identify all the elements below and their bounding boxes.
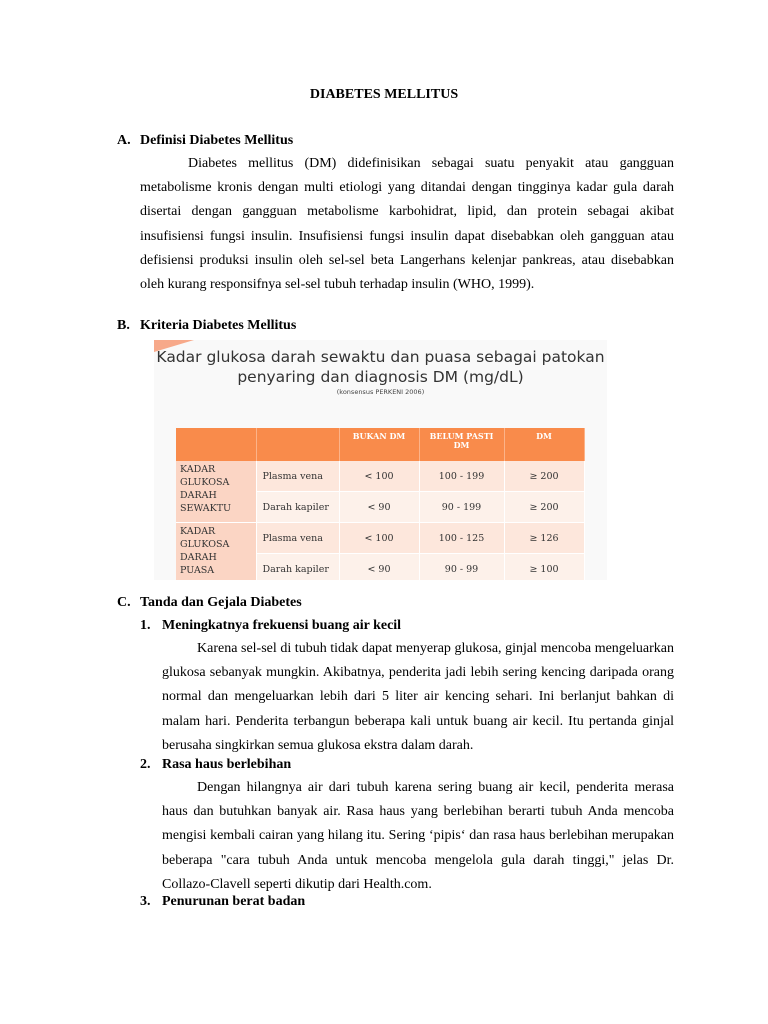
symptom-1-text: Karena sel-sel di tubuh tidak dapat menyerap glukosa, ginjal mencoba mengeluarkan glukosa sebanyak mungkin. Akibatnya, penderita jadi lebih sering kencing daripada orang normal dan mengeluarkan lebih dari 5 liter air kencing sehari. Ini berlanjut bahkan di malam hari. Penderita terbangun beberapa kali untuk buang air kecil. Itu pertanda ginjal berusaha singkirkan semua glukosa ekstra dalam darah. — [162, 641, 674, 753]
criteria-title-line-1: Kadar glukosa darah sewaktu dan puasa sebagai patokan — [156, 348, 605, 366]
symptom-3-title: Penurunan berat badan — [162, 894, 306, 909]
symptom-3-number: 3. — [140, 894, 151, 909]
symptom-1-heading — [140, 618, 401, 634]
header-belum-pasti-dm: BELUM PASTI DM — [419, 428, 504, 461]
value-cell: ≥ 200 — [504, 461, 584, 492]
section-a-heading — [117, 133, 293, 149]
criteria-table — [176, 428, 585, 580]
symptom-2-paragraph — [162, 776, 674, 897]
value-cell: 100 - 125 — [419, 523, 504, 554]
symptom-2-heading — [140, 757, 291, 773]
table-row — [176, 523, 584, 554]
header-cell — [256, 428, 339, 461]
symptom-2-number: 2. — [140, 757, 151, 772]
criteria-title — [154, 347, 607, 387]
spec-cell: Darah kapiler — [256, 554, 339, 581]
section-c-title: Tanda dan Gejala Diabetes — [140, 595, 302, 610]
section-c-heading — [117, 595, 302, 611]
criteria-title-line-2: penyaring dan diagnosis DM (mg/dL) — [237, 368, 524, 386]
table-header-row — [176, 428, 584, 461]
section-a-title: Definisi Diabetes Mellitus — [140, 133, 294, 148]
section-a-label: A. — [117, 133, 131, 148]
section-b-label: B. — [117, 318, 130, 333]
document-title: DIABETES MELLITUS — [309, 87, 459, 102]
spec-cell: Plasma vena — [256, 523, 339, 554]
value-cell: ≥ 100 — [504, 554, 584, 581]
header-dm: DM — [504, 428, 584, 461]
spec-cell: Plasma vena — [256, 461, 339, 492]
symptom-1-paragraph — [162, 637, 674, 758]
symptom-1-title: Meningkatnya frekuensi buang air kecil — [162, 618, 402, 633]
spec-cell: Darah kapiler — [256, 492, 339, 523]
symptom-1-number: 1. — [140, 618, 151, 633]
symptom-2-text: Dengan hilangnya air dari tubuh karena sering buang air kecil, penderita merasa haus dan butuhkan banyak air. Rasa haus yang berlebihan berarti tubuh Anda mencoba mengisi kembali cairan yang hilang itu. Sering ‘pipis‘ dan rasa haus berlebihan merupakan beberapa "cara tubuh Anda untuk mencoba mengelola gula darah tinggi," jelas Dr. Collazo-Clavell seperti dikutip dari Health.com. — [162, 780, 674, 892]
category-puasa: KADAR GLUKOSA DARAH PUASA — [176, 523, 256, 581]
category-sewaktu: KADAR GLUKOSA DARAH SEWAKTU — [176, 461, 256, 523]
value-cell: ≥ 200 — [504, 492, 584, 523]
table-row — [176, 461, 584, 492]
criteria-image — [154, 340, 607, 580]
header-bukan-dm: BUKAN DM — [339, 428, 419, 461]
symptom-2-title: Rasa haus berlebihan — [162, 757, 292, 772]
criteria-note: (konsensus PERKENI 2006) — [336, 388, 425, 396]
value-cell: 90 - 199 — [419, 492, 504, 523]
value-cell: 90 - 99 — [419, 554, 504, 581]
value-cell: < 90 — [339, 554, 419, 581]
value-cell: < 100 — [339, 461, 419, 492]
value-cell: 100 - 199 — [419, 461, 504, 492]
value-cell: < 90 — [339, 492, 419, 523]
section-a-text: Diabetes mellitus (DM) didefinisikan sebagai suatu penyakit atau gangguan metabolisme kronis dengan multi etiologi yang ditandai dengan tingginya kadar gula darah disertai dengan gangguan metabolisme karbohidrat, lipid, dan protein sebagai akibat insufisiensi fungsi insulin. Insufisiensi fungsi insulin dapat disebabkan oleh gangguan atau defisiensi produksi insulin oleh sel-sel beta Langerhans kelenjar pankreas, atau disebabkan oleh kurang responsifnya sel-sel tubuh terhadap insulin (WHO, 1999). — [140, 156, 674, 293]
header-cell — [176, 428, 256, 461]
value-cell: ≥ 126 — [504, 523, 584, 554]
section-c-label: C. — [117, 595, 131, 610]
section-b-heading — [117, 318, 296, 334]
value-cell: < 100 — [339, 523, 419, 554]
section-a-paragraph — [140, 152, 674, 297]
section-b-title: Kriteria Diabetes Mellitus — [140, 318, 297, 333]
symptom-3-heading — [140, 894, 305, 910]
